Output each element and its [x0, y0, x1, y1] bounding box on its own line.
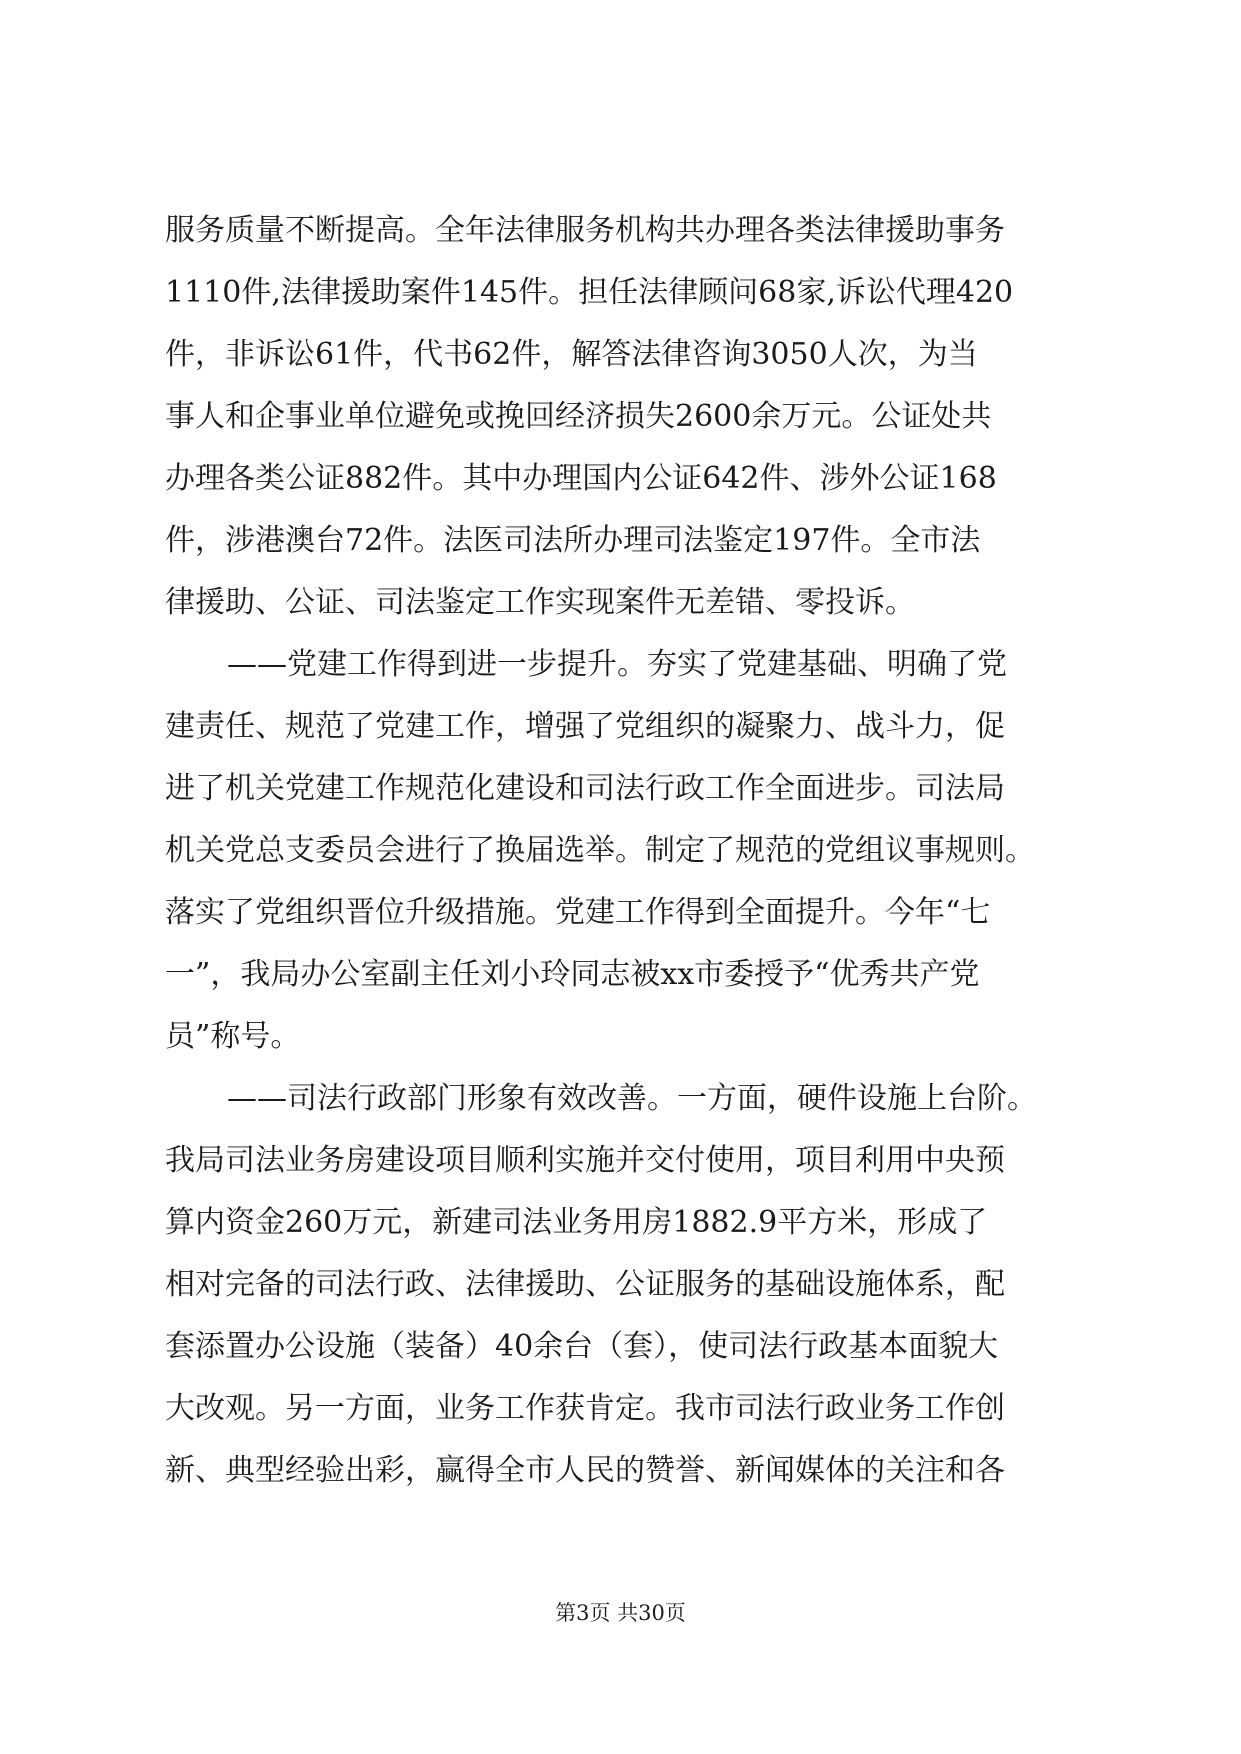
text-line: 机关党总支委员会进行了换届选举。制定了规范的党组议事规则。 [165, 833, 1035, 868]
text-line: 建责任、规范了党建工作，增强了党组织的凝聚力、战斗力，促 [165, 709, 1005, 744]
text-line: 新、典型经验出彩，赢得全市人民的赞誉、新闻媒体的关注和各 [165, 1453, 1005, 1488]
text-line: 件，涉港澳台72件。法医司法所办理司法鉴定197件。全市法 [165, 523, 981, 558]
text-line: 1110件,法律援助案件145件。担任法律顾问68家,诉讼代理420 [165, 275, 1014, 310]
text-line: 服务质量不断提高。全年法律服务机构共办理各类法律援助事务 [165, 213, 1005, 248]
page-number-footer: 第3页 共30页 [555, 1601, 686, 1625]
text-line: 落实了党组织晋位升级措施。党建工作得到全面提升。今年“七 [165, 895, 991, 930]
document-body [165, 200, 1085, 1502]
text-line: 套添置办公设施（装备）40余台（套），使司法行政基本面貌大 [165, 1329, 999, 1364]
text-line: 律援助、公证、司法鉴定工作实现案件无差错、零投诉。 [165, 585, 915, 620]
text-line: 事人和企事业单位避免或挽回经济损失2600余万元。公证处共 [165, 399, 992, 434]
text-line: 办理各类公证882件。其中办理国内公证642件、涉外公证168 [165, 461, 997, 496]
paragraph-start-line: ——司法行政部门形象有效改善。一方面，硬件设施上台阶。 [227, 1081, 1037, 1116]
text-line: 大改观。另一方面，业务工作获肯定。我市司法行政业务工作创 [165, 1391, 1005, 1426]
text-line: 员”称号。 [165, 1019, 301, 1054]
paragraph-start-line: ——党建工作得到进一步提升。夯实了党建基础、明确了党 [227, 647, 1007, 682]
text-line: 我局司法业务房建设项目顺利实施并交付使用，项目利用中央预 [165, 1143, 1005, 1178]
text-line: 件，非诉讼61件，代书62件，解答法律咨询3050人次，为当 [165, 337, 978, 372]
text-line: 一”，我局办公室副主任刘小玲同志被xx市委授予“优秀共产党 [165, 957, 980, 992]
text-line: 进了机关党建工作规范化建设和司法行政工作全面进步。司法局 [165, 771, 1005, 806]
text-line: 算内资金260万元，新建司法业务用房1882.9平方米，形成了 [165, 1205, 988, 1240]
text-line: 相对完备的司法行政、法律援助、公证服务的基础设施体系，配 [165, 1267, 1005, 1302]
